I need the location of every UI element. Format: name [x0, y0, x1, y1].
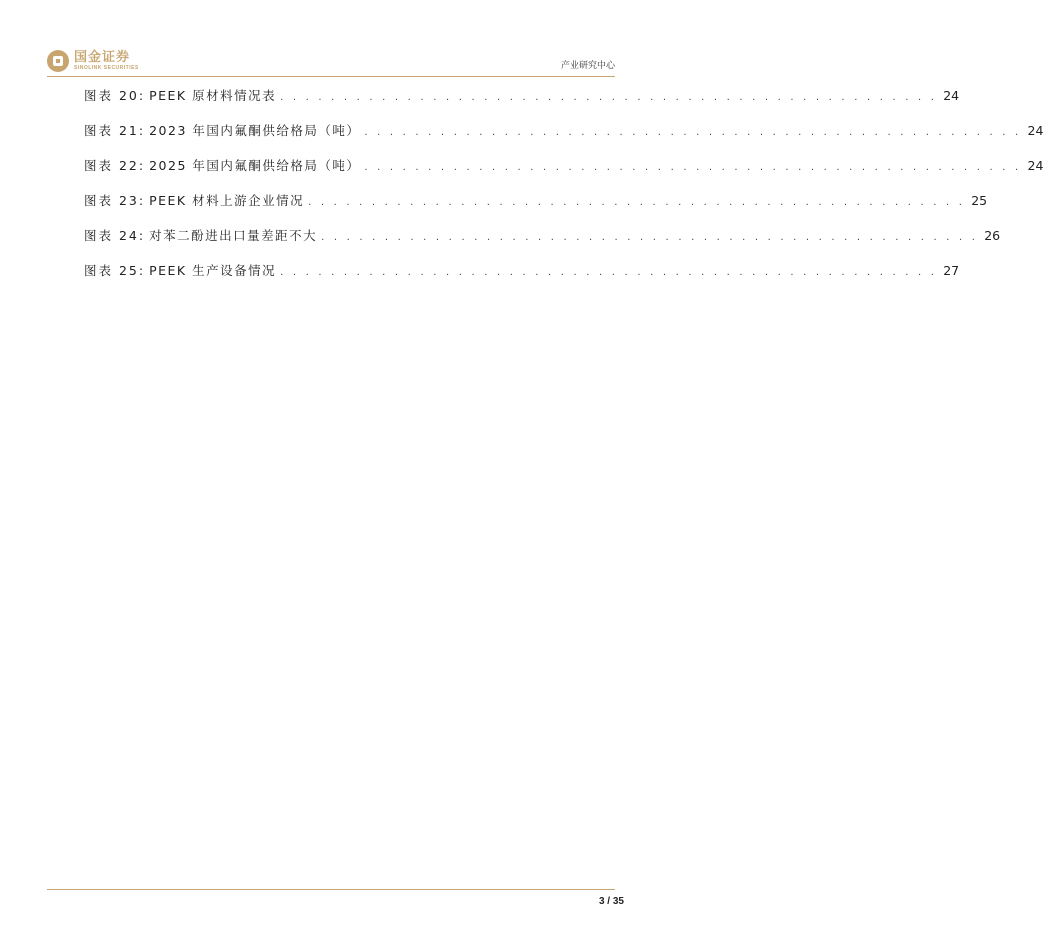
toc-entry-title: 2023 年国内氟酮供给格局（吨）: [149, 123, 361, 138]
toc-entry-label: 图表 22:: [84, 158, 146, 173]
toc-entry[interactable]: [84, 191, 988, 226]
toc-leader-dots: . . . . . . . . . . . . . . . . . . . . . . . . . . . . . . . . . . . . . . . . . . . . . . . . . . . .: [321, 232, 979, 243]
logo-chinese-name: 国金证券: [74, 50, 131, 65]
toc-entry-title: PEEK 生产设备情况: [149, 263, 277, 278]
toc-entry-label: 图表 20:: [84, 88, 146, 103]
toc-entry-title: 对苯二酚进出口量差距不大: [149, 228, 318, 243]
header-divider: [47, 76, 615, 77]
toc-leader-dots: . . . . . . . . . . . . . . . . . . . . . . . . . . . . . . . . . . . . . . . . . . . . . . . . . . . .: [308, 197, 966, 208]
page-number: 3 / 35: [598, 896, 624, 907]
toc-leader-dots: . . . . . . . . . . . . . . . . . . . . . . . . . . . . . . . . . . . . . . . . . . . . . . . . . . . .: [280, 92, 938, 103]
toc-entry[interactable]: [84, 226, 1001, 261]
toc-entry-title: PEEK 原材料情况表: [149, 88, 277, 103]
company-logo: [47, 49, 139, 73]
logo-emblem-icon: [47, 50, 69, 72]
header-department: 产业研究中心: [560, 61, 615, 71]
toc-entry[interactable]: [84, 261, 960, 296]
logo-text: [74, 51, 139, 71]
toc-entry-page: 24: [943, 88, 960, 103]
toc-leader-dots: . . . . . . . . . . . . . . . . . . . . . . . . . . . . . . . . . . . . . . . . . . . . . . . . . . . .: [364, 127, 1022, 138]
toc-entry-page: 26: [984, 228, 1001, 243]
toc-entry-page: 25: [971, 193, 988, 208]
toc-entry[interactable]: [84, 121, 1043, 156]
toc-entry-title: 2025 年国内氟酮供给格局（吨）: [149, 158, 361, 173]
toc-leader-dots: . . . . . . . . . . . . . . . . . . . . . . . . . . . . . . . . . . . . . . . . . . . . . . . . . . . .: [280, 267, 938, 278]
toc-entry-page: 27: [943, 263, 960, 278]
toc-entry[interactable]: [84, 86, 960, 121]
toc-entry-page: 24: [1027, 123, 1043, 138]
toc-entry-title: PEEK 材料上游企业情况: [149, 193, 305, 208]
table-of-figures: [84, 86, 1043, 296]
toc-entry-label: 图表 24:: [84, 228, 146, 243]
toc-leader-dots: . . . . . . . . . . . . . . . . . . . . . . . . . . . . . . . . . . . . . . . . . . . . . . . . . . . .: [364, 162, 1022, 173]
toc-entry-label: 图表 25:: [84, 263, 146, 278]
toc-entry-label: 图表 23:: [84, 193, 146, 208]
logo-english-name: SINOLINK SECURITIES: [74, 65, 139, 71]
toc-entry[interactable]: [84, 156, 1043, 191]
toc-entry-label: 图表 21:: [84, 123, 146, 138]
toc-entry-page: 24: [1027, 158, 1043, 173]
footer-divider: [47, 889, 615, 890]
